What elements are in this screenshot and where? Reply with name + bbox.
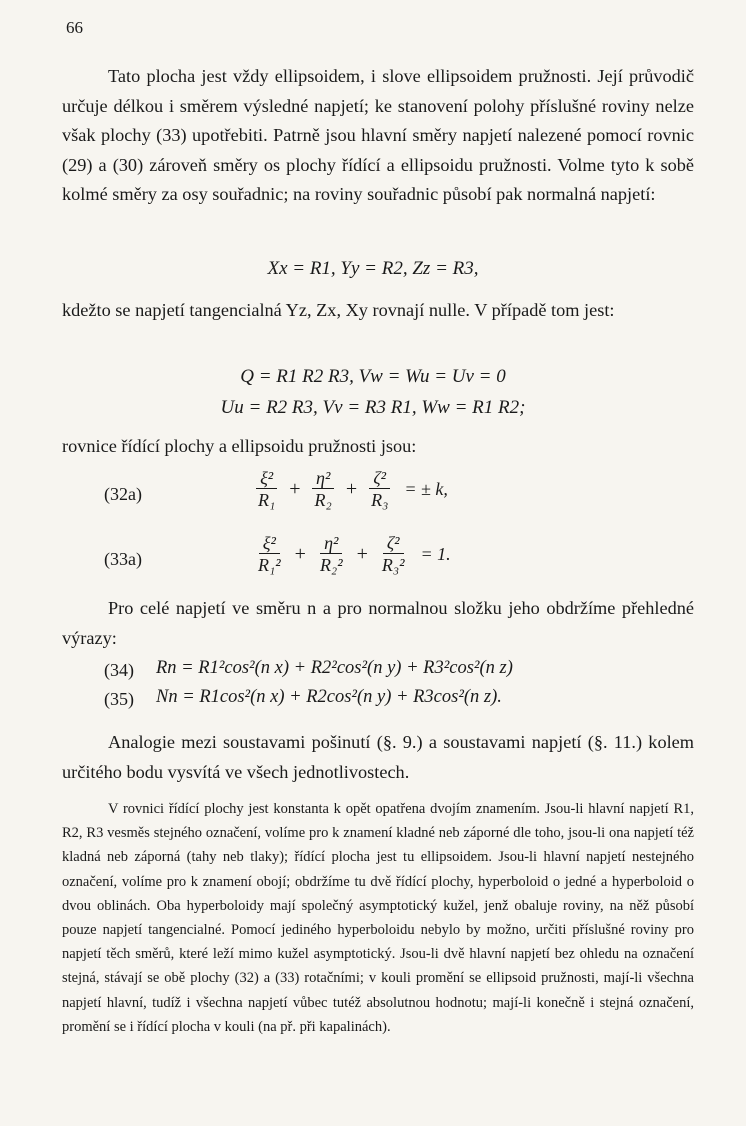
denominator: R₂²	[319, 555, 343, 575]
numerator: η²	[312, 468, 334, 489]
equation-tag-32a: (32a)	[104, 484, 142, 504]
numerator: ξ²	[259, 533, 280, 554]
footnote: V rovnici řídící plochy jest konstanta k opět opatřena dvojím znamením. Jsou-li hlavní napjetí R1, R2, R3 vesměs stejného označení, volíme pro k znamení kladné neb záporné dle toho, jsou-li ona napjetí též kladná neb záporná (tahy neb tlaky); řídící plocha jest tu ellipsoidem. Jsou-li hlavní napjetí nestejného označení, volíme pro k znamení obojí; obdržíme tu dvě řídící plochy, hyperboloid o jedné a hyperboloid o dvou oblinách. Oba hyperboloidy mají společný asymptotický kužel, jenž obaluje roviny, na něž působí pouze napjetí tangencialné. Pomocí jediného hyperboloidu nebylo by možno, určiti příslušné roviny pro napjetí těch směrů, které leží mimo kužel asymptotický. Jsou-li dvě hlavní napjetí bez ohledu na označení stejná, stávají se obě plochy (32) a (33) rotačními; v kouli promění se ellipsoid pružnosti, mají-li všechna napjetí hlavní, tudíž i všechna napjetí vůbec tutéž absolutnou hodnotu; mají-li konečně i stejná označení, promění se i řídící plocha v kouli (na př. při kapalinách).	[62, 801, 694, 1035]
plus-sign: +	[289, 478, 301, 500]
equation-32a	[250, 468, 448, 511]
paragraph-2: kdežto se napjetí tangencialná Yz, Zx, Xy rovnají nulle. V případě tom jest:	[62, 300, 615, 320]
denominator: R₁	[258, 490, 276, 510]
fraction-xi	[254, 468, 279, 511]
equation-invariants-2: Uu = R2 R3, Vv = R3 R1, Ww = R1 R2;	[220, 397, 526, 418]
numerator: ξ²	[256, 468, 277, 489]
equation-33a	[250, 533, 451, 576]
denominator: R₃	[371, 490, 389, 510]
equation-tag-33a: (33a)	[104, 549, 142, 569]
plus-sign: +	[356, 543, 368, 565]
paragraph-1: Tato plocha jest vždy ellipsoidem, i slove ellipsoidem pružnosti. Její průvodič určuje délkou i směrem výsledné napjetí; ke stanovení polohy příslušné roviny nelze však plochy (33) upotřebiti. Patrně jsou hlavní směry napjetí nalezené pomocí rovnic (29) a (30) zároveň směry os plochy řídící a ellipsoidu pružnosti. Volme tyto k sobě kolmé směry za osy souřadnic; na roviny souřadnic působí pak normalná napjetí:	[62, 66, 694, 204]
equation-34: Rn = R1²cos²(n x) + R2²cos²(n y) + R3²cos²(n z)	[156, 658, 513, 678]
equation-tag-35: (35)	[104, 689, 134, 709]
rhs: = 1.	[420, 544, 451, 564]
plus-sign: +	[294, 543, 306, 565]
rhs: = ± k,	[404, 479, 448, 499]
fraction-zeta	[378, 533, 409, 576]
fraction-eta	[316, 533, 347, 576]
paragraph-5: Analogie mezi soustavami pošinutí (§. 9.) a soustavami napjetí (§. 11.) kolem určitého bodu vysvítá ve všech jednotlivostech.	[62, 732, 694, 782]
fraction-xi	[254, 533, 285, 576]
numerator: ζ²	[369, 468, 390, 489]
denominator: R₃²	[381, 555, 405, 575]
denominator: R₁²	[258, 555, 281, 575]
plus-sign: +	[345, 478, 358, 500]
fraction-eta	[311, 468, 336, 511]
numerator: η²	[320, 533, 342, 554]
equation-35: Nn = R1cos²(n x) + R2cos²(n y) + R3cos²(n z).	[156, 687, 502, 707]
equation-tag-34: (34)	[104, 660, 134, 680]
fraction-zeta	[367, 468, 392, 511]
paragraph-3: rovnice řídící plochy a ellipsoidu pružnosti jsou:	[62, 436, 417, 456]
equation-invariants-1: Q = R1 R2 R3, Vw = Wu = Uv = 0	[240, 366, 506, 387]
numerator: ζ²	[383, 533, 404, 554]
paragraph-4: Pro celé napjetí ve směru n a pro normalnou složku jeho obdržíme přehledné výrazy:	[62, 598, 694, 648]
equation-principal-stresses: Xx = R1, Yy = R2, Zz = R3,	[267, 258, 479, 279]
denominator: R₂	[314, 490, 332, 510]
page-number: 66	[66, 18, 83, 37]
